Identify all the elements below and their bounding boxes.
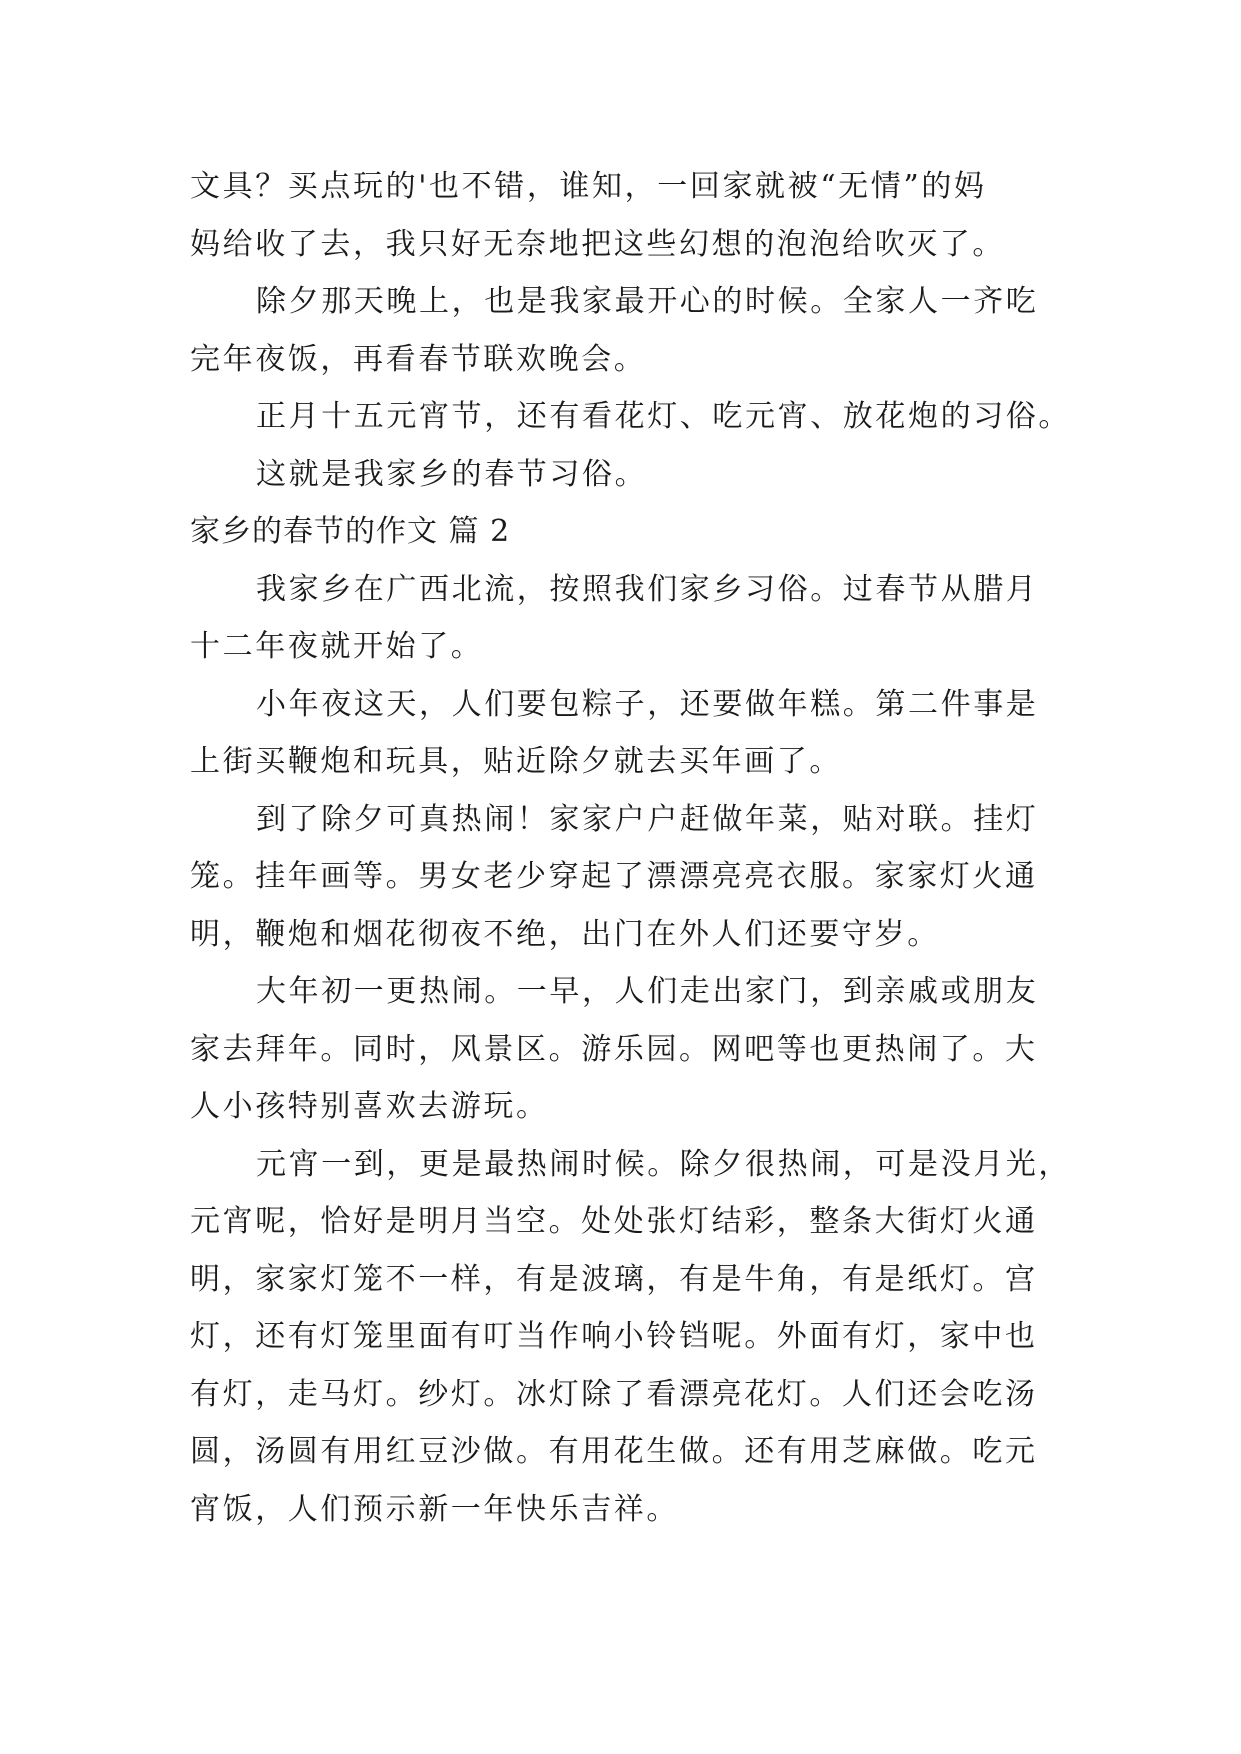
text-line: 有灯，走马灯。纱灯。冰灯除了看漂亮花灯。人们还会吃汤: [190, 1376, 1038, 1412]
paragraph-start-line: 这就是我家乡的春节习俗。: [256, 456, 648, 492]
text-line: 元宵呢，恰好是明月当空。处处张灯结彩，整条大街灯火通: [190, 1204, 1038, 1239]
text-line: 十二年夜就开始了。: [190, 629, 484, 664]
text-line: 明，家家灯笼不一样，有是波璃，有是牛角，有是纸灯。宫: [190, 1261, 1038, 1297]
paragraph-start-line: 到了除夕可真热闹！家家户户赶做年菜，贴对联。挂灯: [256, 801, 1039, 837]
text-line: 笼。挂年画等。男女老少穿起了漂漂亮亮衣服。家家灯火通: [190, 859, 1038, 894]
text-line: 上街买鞭炮和玩具，贴近除夕就去买年画了。: [190, 744, 842, 779]
text-line: 宵饭，人们预示新一年快乐吉祥。: [190, 1491, 679, 1527]
text-line: 圆，汤圆有用红豆沙做。有用花生做。还有用芝麻做。吃元: [190, 1434, 1038, 1469]
text-line: 人小孩特别喜欢去游玩。: [190, 1089, 549, 1124]
document-page: [190, 158, 1071, 1538]
paragraph-start-line: 我家乡在广西北流，按照我们家乡习俗。过春节从腊月: [256, 571, 1039, 607]
text-line: 灯，还有灯笼里面有叮当作响小铃铛呢。外面有灯，家中也: [190, 1319, 1038, 1354]
paragraph-start-line: 元宵一到，更是最热闹时候。除夕很热闹，可是没月光，: [256, 1146, 1071, 1182]
paragraph-start-line: 大年初一更热闹。一早，人们走出家门，到亲戚或朋友: [256, 974, 1039, 1009]
paragraph-start-line: 小年夜这天，人们要包粽子，还要做年糕。第二件事是: [256, 686, 1039, 722]
text-line: 明，鞭炮和烟花彻夜不绝，出门在外人们还要守岁。: [190, 916, 940, 952]
section-heading: 家乡的春节的作文 篇 2: [190, 514, 511, 549]
text-line: 妈给收了去，我只好无奈地把这些幻想的泡泡给吹灭了。: [190, 226, 1005, 262]
paragraph-start-line: 除夕那天晚上，也是我家最开心的时候。全家人一齐吃: [256, 284, 1039, 319]
text-line: 家去拜年。同时，风景区。游乐园。网吧等也更热闹了。大: [190, 1031, 1038, 1067]
text-line: 文具？买点玩的'也不错，谁知，一回家就被“无情”的妈: [190, 169, 987, 204]
text-line: 完年夜饭，再看春节联欢晚会。: [190, 341, 647, 377]
paragraph-start-line: 正月十五元宵节，还有看花灯、吃元宵、放花炮的习俗。: [256, 399, 1071, 434]
